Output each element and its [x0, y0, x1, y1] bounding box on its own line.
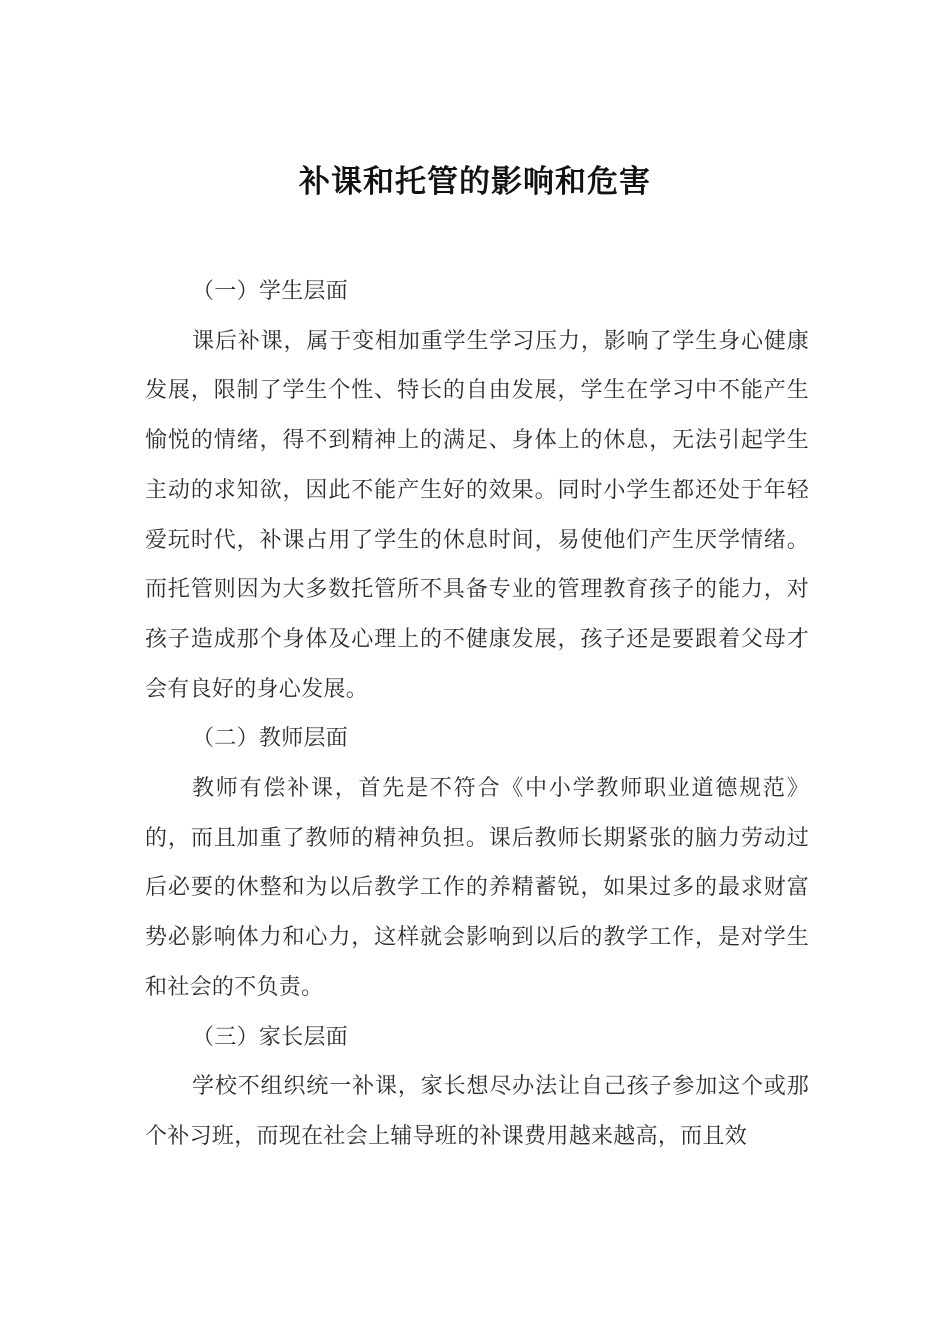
document-title: 补课和托管的影响和危害 — [299, 164, 651, 200]
document-body — [145, 267, 809, 1162]
section-heading-parent: （三）家长层面 — [192, 1024, 349, 1050]
section-heading-teacher: （二）教师层面 — [192, 726, 349, 752]
section-paragraph-teacher: 教师有偿补课，首先是不符合《中小学教师职业道德规范》的，而且加重了教师的精神负担。课后教师长期紧张的脑力劳动过后必要的休整和为以后教学工作的养精蓄锐，如果过多的最求财富势必影响体力和心力，这样就会影响到以后的教学工作，是对学生和社会的不负责。 — [145, 776, 809, 1000]
section-heading-student: （一）学生层面 — [192, 279, 349, 304]
section-paragraph-parent: 学校不组织统一补课，家长想尽办法让自己孩子参加这个或那个补习班，而现在社会上辅导班的补课费用越来越高，而且效 — [145, 1074, 809, 1149]
section-paragraph-student: 课后补课，属于变相加重学生学习压力，影响了学生身心健康发展，限制了学生个性、特长的自由发展，学生在学习中不能产生愉悦的情绪，得不到精神上的满足、身体上的休息，无法引起学生主动的求知欲，因此不能产生好的效果。同时小学生都还处于年轻爱玩时代，补课占用了学生的休息时间，易使他们产生厌学情绪。而托管则因为大多数托管所不具备专业的管理教育孩子的能力，对孩子造成那个身体及心理上的不健康发展，孩子还是要跟着父母才会有良好的身心发展。 — [145, 328, 809, 702]
